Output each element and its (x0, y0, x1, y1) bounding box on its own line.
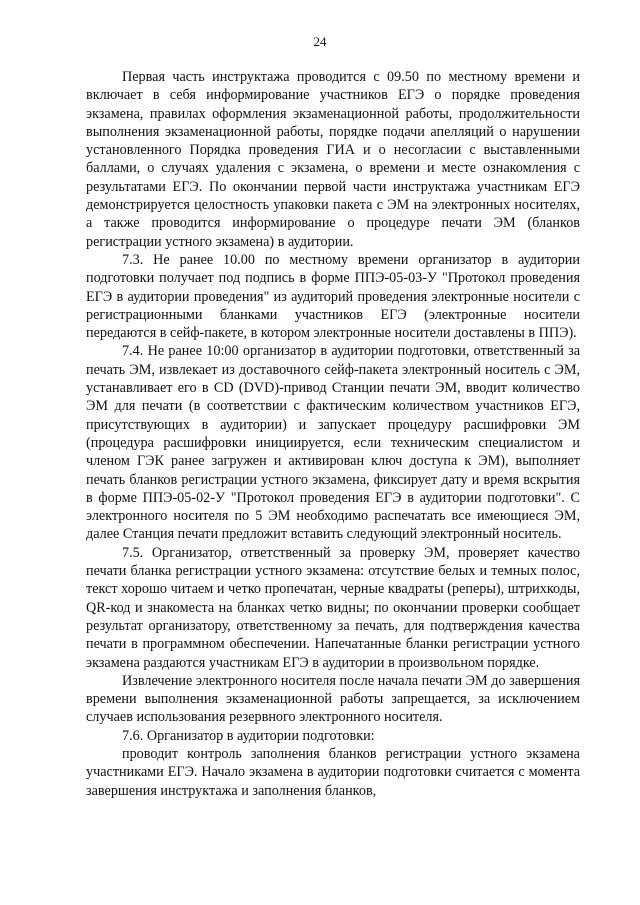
paragraph-7-6-control: проводит контроль заполнения бланков регистрации устного экзамена участниками ЕГЭ. Начало экзамена в аудитории подготовки считается с момента завершения инструктажа и заполнения бланков, (86, 745, 580, 799)
paragraph-7-6: 7.6. Организатор в аудитории подготовки: (122, 727, 375, 744)
document-body (86, 68, 580, 800)
paragraph-instruction-first-part: Первая часть инструктажа проводится с 09.50 по местному времени и включает в себя информирование участников ЕГЭ о порядке проведения экзамена, правилах оформления экзаменационной работы, продолжительности выполнения экзаменационной работы, порядке подачи апелляций о нарушении установленного Порядка проведения ГИА и о несогласии с выставленными баллами, о случаях удаления с экзамена, о времени и месте ознакомления с результатами ЕГЭ. По окончании первой части инструктажа участникам ЕГЭ демонстрируется целостность упаковки пакета с ЭМ на электронных носителях, а также проводится информирование о процедуре печати ЭМ (бланков регистрации устного экзамена) в аудитории. (86, 69, 580, 250)
paragraph-7-5: 7.5. Организатор, ответственный за проверку ЭМ, проверяет качество печати бланка регистрации устного экзамена: отсутствие белых и темных полос, текст хорошо читаем и четко пропечатан, черные квадраты (реперы), штрихкоды, QR-код и знакоместа на бланках четко видны; по окончании проверки сообщает результат организатору, ответственному за печать, для подтверждения качества печати в программном обеспечении. Напечатанные бланки регистрации устного экзамена раздаются участникам ЕГЭ в аудитории в произвольном порядке. (86, 544, 580, 671)
page-number: 24 (313, 34, 327, 49)
paragraph-media-removal: Извлечение электронного носителя после начала печати ЭМ до завершения времени выполнения экзаменационной работы запрещается, за исключением случаев использования резервного электронного носителя. (86, 672, 580, 726)
paragraph-7-3: 7.3. Не ранее 10.00 по местному времени организатор в аудитории подготовки получает под подпись в форме ППЭ-05-03-У "Протокол проведения ЕГЭ в аудитории проведения" из аудиторий проведения электронные носители с регистрационными бланками участников ЕГЭ (электронные носители передаются в сейф-пакете, в котором электронные носители доставлены в ППЭ). (86, 251, 580, 342)
paragraph-7-4: 7.4. Не ранее 10:00 организатор в аудитории подготовки, ответственный за печать ЭМ, извлекает из доставочного сейф-пакета электронный носитель с ЭМ, устанавливает его в CD (DVD)-привод Станции печати ЭМ, вводит количество ЭМ для печати (в соответствии с фактическим количеством участников ЕГЭ, присутствующих в аудитории) и запускает процедуру расшифровки ЭМ (процедура расшифровки инициируется, если техническим специалистом и членом ГЭК ранее загружен и активирован ключ доступа к ЭМ), выполняет печать бланков регистрации устного экзамена, фиксирует дату и время вскрытия в форме ППЭ-05-02-У "Протокол проведения ЕГЭ в аудитории подготовки". С электронного носителя по 5 ЭМ необходимо распечатать все имеющиеся ЭМ, далее Станция печати предложит вставить следующий электронный носитель. (86, 343, 580, 543)
